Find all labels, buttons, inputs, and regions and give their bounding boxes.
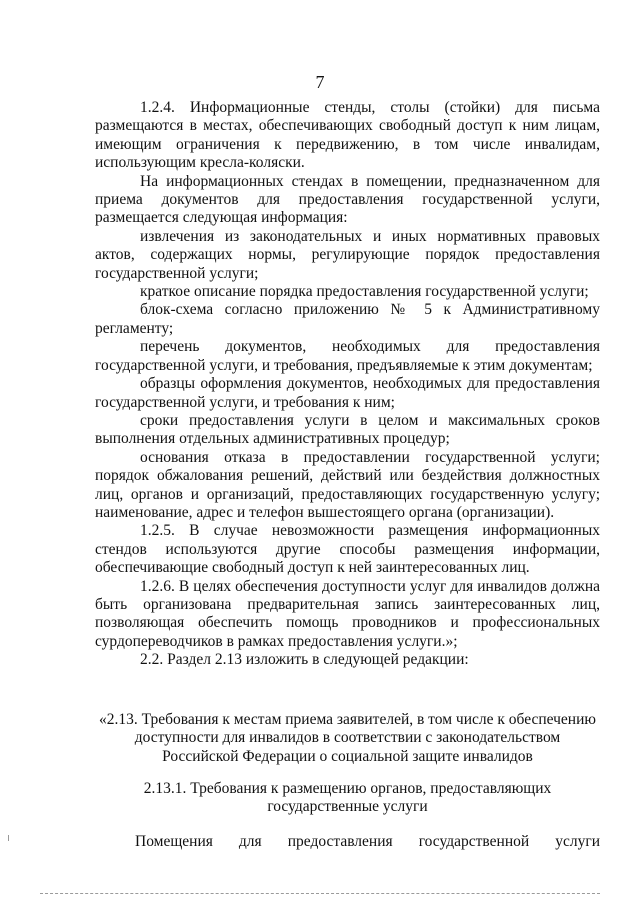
subsection-heading-2-13-1: 2.13.1. Требования к размещению органов, предоставляющих государственные услуги xyxy=(143,780,552,816)
paragraph-document-samples: образцы оформления документов, необходимых для предоставления государственной услуги, и требования к ним; xyxy=(95,375,600,411)
paragraph-1-2-5: 1.2.5. В случае невозможности размещения информационных стендов используются другие способы размещения информации, обеспечивающие свободный доступ к ней заинтересованных лиц. xyxy=(95,522,600,577)
paragraph-stands-info: На информационных стендах в помещении, предназначенном для приема документов для предоставления государственной услуги, размещается следующая информация: xyxy=(95,172,600,227)
paragraph-1-2-4: 1.2.4. Информационные стенды, столы (стойки) для письма размещаются в местах, обеспечивающих свободный доступ к ним лицам, имеющим ограничения к передвижению, в том числе инвалидам, использующим кресла-коляски. xyxy=(95,99,600,172)
paragraph-procedure-summary: краткое описание порядка предоставления государственной услуги; xyxy=(140,283,589,301)
paragraph-refusal-grounds: основания отказа в предоставлении государственной услуги; порядок обжалования решений, действий или бездействия должностных лиц, органов и организаций, предоставляющих государственную услугу; наименование, адрес и телефон вышестоящего органа (организации). xyxy=(95,448,600,521)
section-heading-2-13: «2.13. Требования к местам приема заявителей, в том числе к обеспечению доступности для инвалидов в соответствии с законодательством Российской Федерации о социальной защите инвалидов xyxy=(99,711,596,765)
document-body xyxy=(95,99,600,670)
paragraph-1-2-6: 1.2.6. В целях обеспечения доступности услуг для инвалидов должна быть организована предварительная запись заинтересованных лиц, позволяющая обеспечить помощь проводников и профессиональных сурдопереводчиков в рамках предоставления услуги.»; xyxy=(95,577,600,650)
page-number: 7 xyxy=(315,72,325,92)
paragraph-flowchart: блок-схема согласно приложению № 5 к Административному регламенту; xyxy=(95,301,600,337)
paragraph-premises: Помещения для предоставления государственной услуги xyxy=(135,833,600,850)
paragraph-law-extracts: извлечения из законодательных и иных нормативных правовых актов, содержащих нормы, регулирующие порядок предоставления государственной услуги; xyxy=(95,227,600,282)
margin-mark xyxy=(8,835,9,841)
footer-divider xyxy=(40,893,600,894)
paragraph-deadlines: сроки предоставления услуги в целом и максимальных сроков выполнения отдельных административных процедур; xyxy=(95,411,600,448)
paragraph-documents-list: перечень документов, необходимых для предоставления государственной услуги, и требования, предъявляемые к этим документам; xyxy=(95,338,600,374)
paragraph-2-2: 2.2. Раздел 2.13 изложить в следующей редакции: xyxy=(140,651,469,669)
